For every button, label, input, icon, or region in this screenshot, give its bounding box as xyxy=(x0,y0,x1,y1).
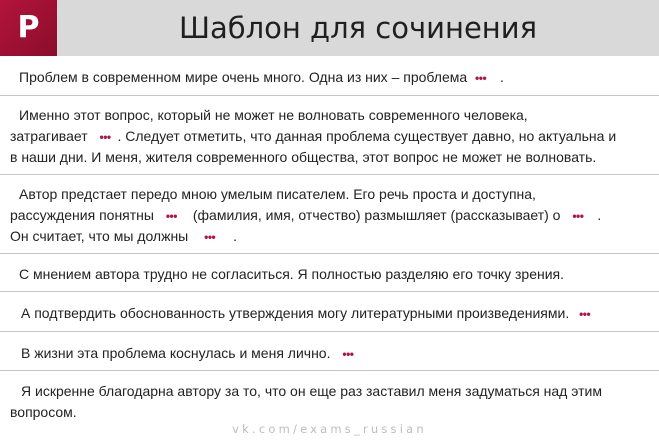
placeholder-marker: ••• xyxy=(579,307,591,321)
paragraph-3-line-3a: Он считает, что мы должны xyxy=(10,228,189,244)
divider xyxy=(0,253,659,254)
placeholder-marker: ••• xyxy=(342,347,354,361)
paragraph-2 xyxy=(0,105,659,168)
paragraph-1 xyxy=(0,67,659,89)
placeholder-marker: ••• xyxy=(204,230,216,244)
paragraph-3-line-2c: . xyxy=(597,206,602,223)
paragraph-3-line-2a: рассуждения понятны xyxy=(10,206,154,223)
placeholder-marker: ••• xyxy=(475,71,487,85)
page-title: Шаблон для сочинения xyxy=(178,11,538,45)
paragraph-5-text: А подтвердить обоснованность утверждения могу литературными произведениями. xyxy=(21,305,570,321)
paragraph-3-line-1: Автор предстает передо мною умелым писателем. Его речь проста и доступна, xyxy=(19,186,536,202)
placeholder-marker: ••• xyxy=(572,208,584,223)
divider xyxy=(0,370,659,371)
logo xyxy=(0,0,57,56)
paragraph-6-text: В жизни эта проблема коснулась и меня лично. xyxy=(21,345,331,361)
footer-watermark: vk.com/exams_russian xyxy=(232,422,427,436)
paragraph-4-text: С мнением автора трудно не согласиться. Я полностью разделяю его точку зрения. xyxy=(19,266,565,282)
divider xyxy=(0,174,659,175)
paragraph-2-line-2b: . Следует отметить, что данная проблема существует давно, но актуальна и xyxy=(117,127,617,144)
slide-header xyxy=(0,0,659,56)
divider xyxy=(0,291,659,292)
paragraph-1-text: Проблем в современном мире очень много. Одна из них – проблема xyxy=(19,69,468,85)
paragraph-2-line-2a: затрагивает xyxy=(10,127,88,144)
paragraph-3-line-3b: . xyxy=(233,228,238,244)
divider xyxy=(0,95,659,96)
paragraph-1-end: . xyxy=(500,69,504,85)
paragraph-7 xyxy=(0,381,659,422)
paragraph-3 xyxy=(0,184,659,248)
paragraph-3-line-2b: (фамилия, имя, отчество) размышляет (рассказывает) о xyxy=(192,206,561,223)
placeholder-marker: ••• xyxy=(99,129,111,144)
logo-letter: P xyxy=(17,10,40,45)
paragraph-7-line-2: вопросом. xyxy=(10,403,77,420)
paragraph-5 xyxy=(0,303,659,325)
divider xyxy=(0,331,659,332)
paragraph-2-line-1: Именно этот вопрос, который не может не волновать современного человека, xyxy=(19,107,528,123)
paragraph-2-line-3: в наши дни. И меня, жителя современного общества, этот вопрос не может не волновать. xyxy=(10,149,597,165)
paragraph-4 xyxy=(0,264,659,285)
paragraph-7-line-1: Я искренне благодарна автору за то, что он еще раз заставил меня задуматься над этим xyxy=(21,383,602,399)
placeholder-marker: ••• xyxy=(165,208,177,223)
paragraph-6 xyxy=(0,343,659,365)
